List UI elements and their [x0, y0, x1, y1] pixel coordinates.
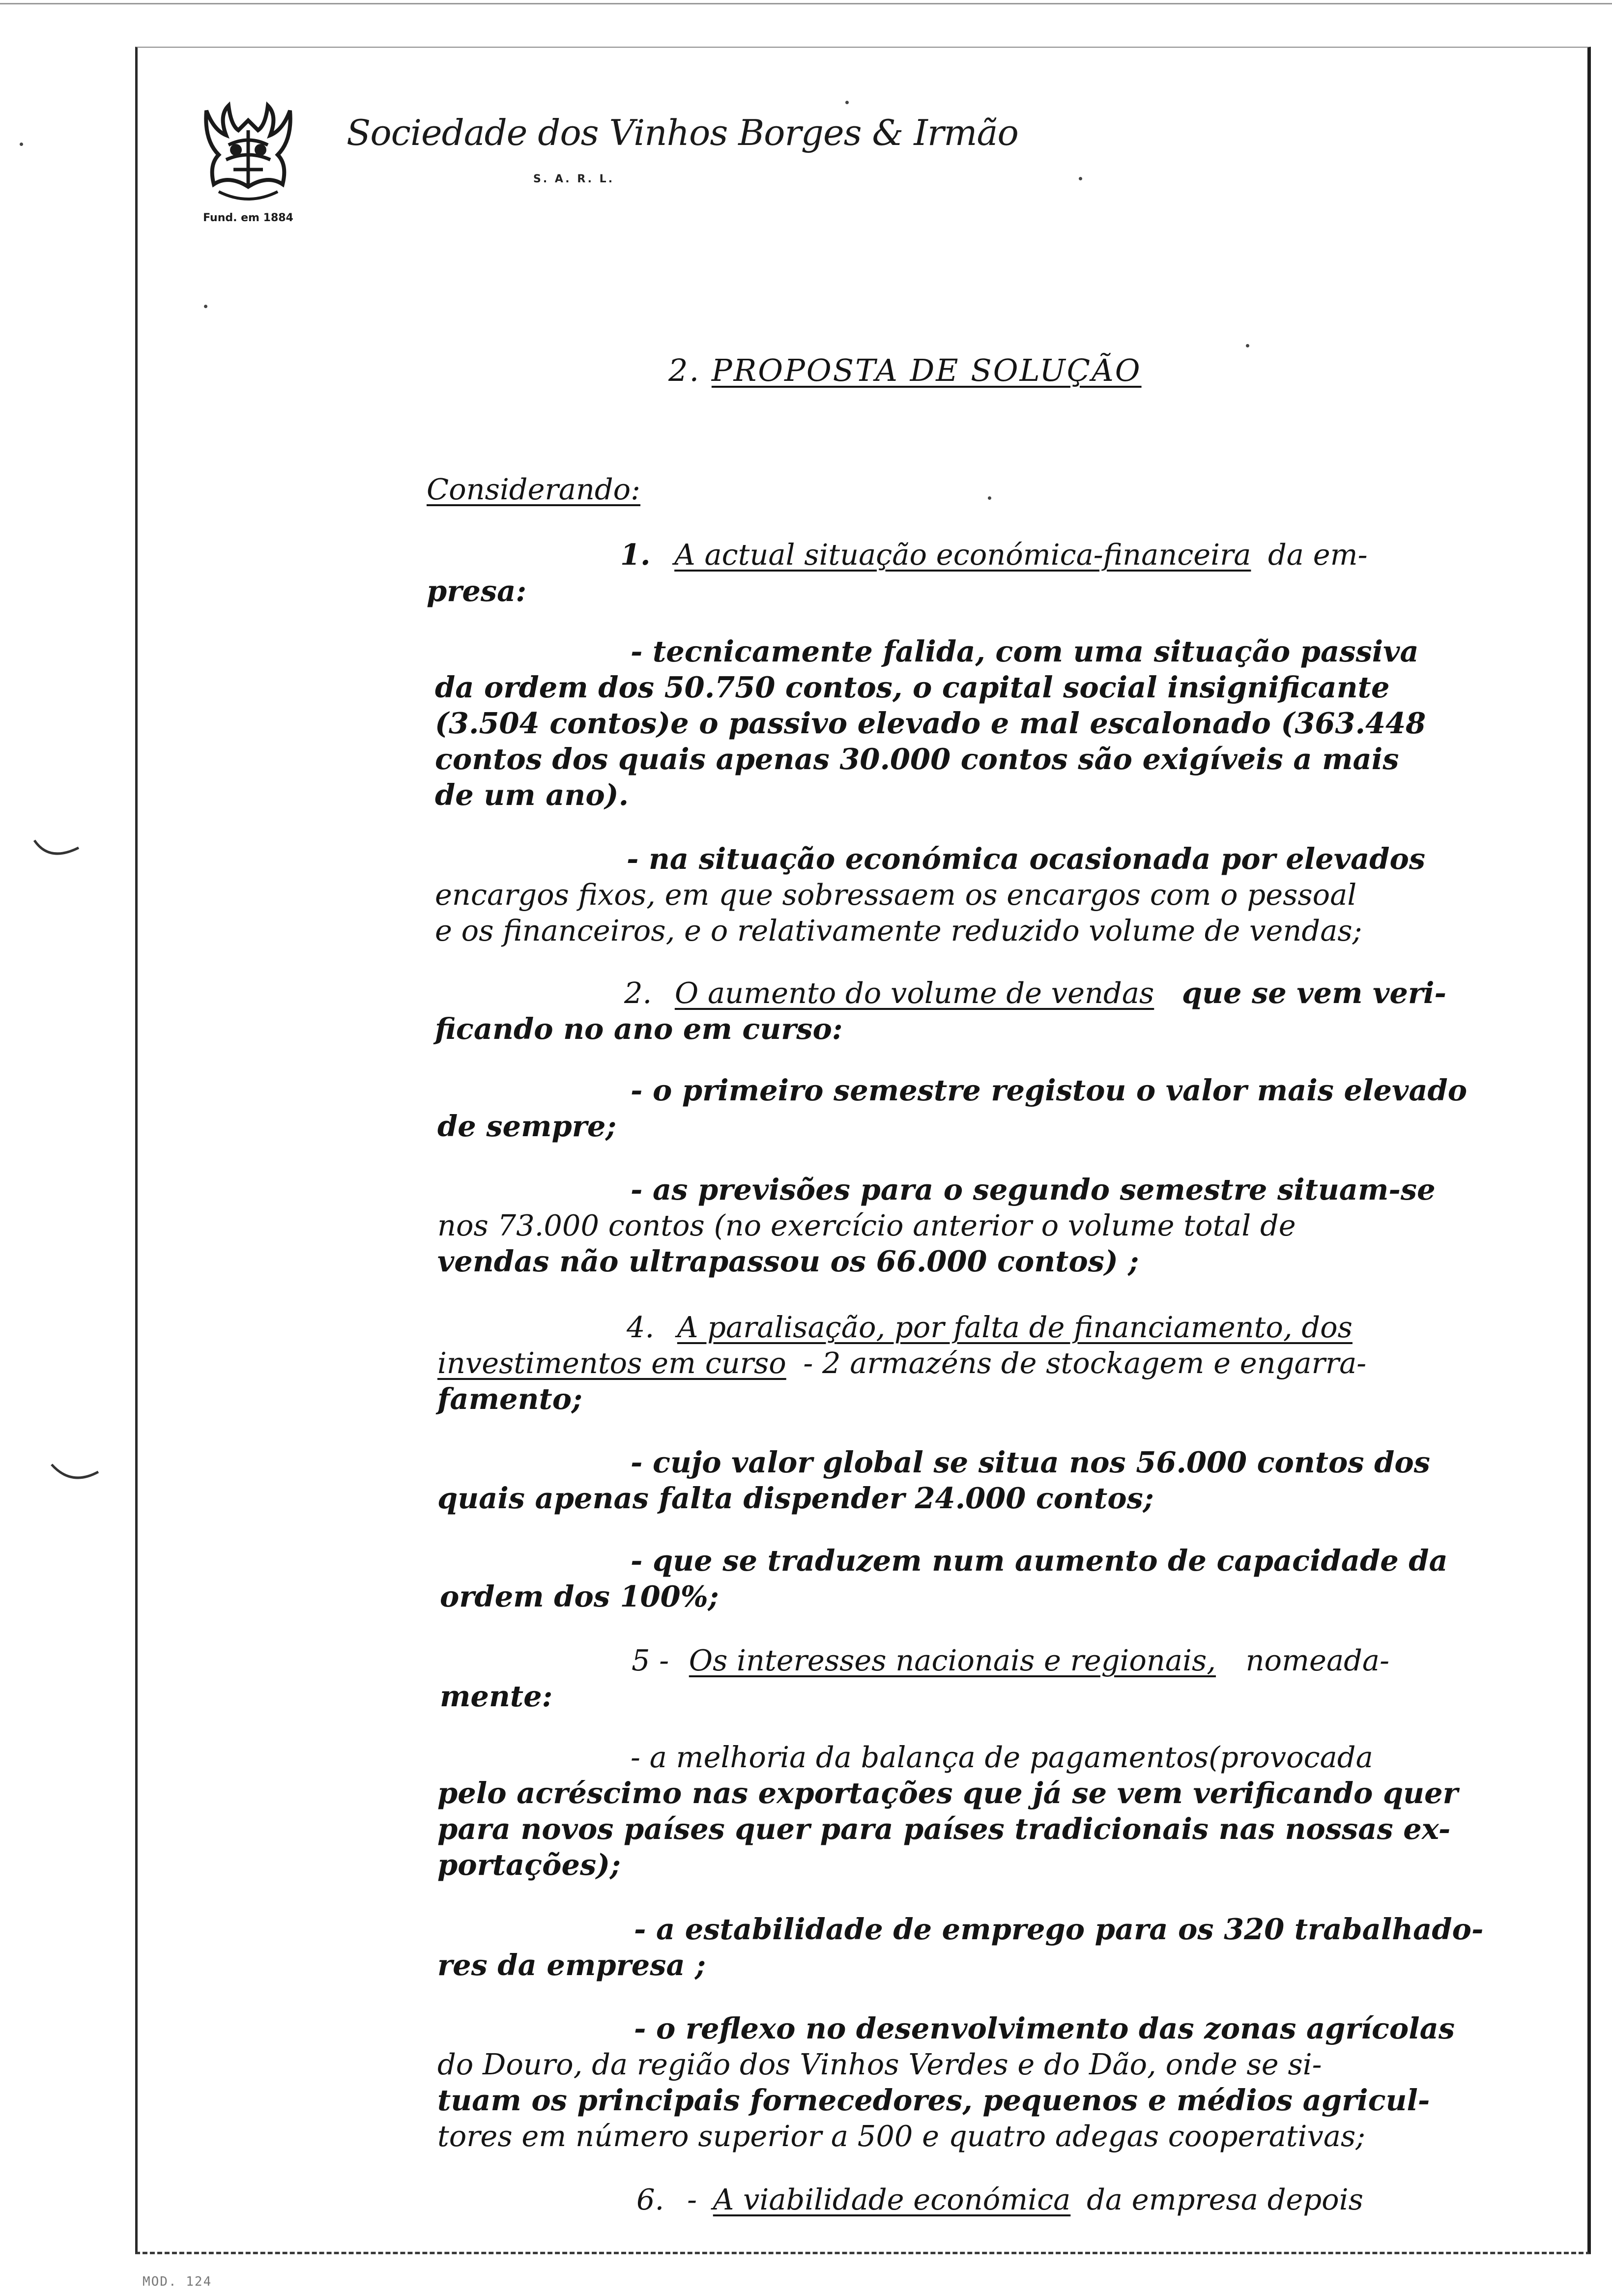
scan-speck [204, 305, 207, 308]
item-continuation: - 2 armazéns de stockagem e engarra- [803, 1346, 1367, 1380]
text-line: da ordem dos 50.750 contos, o capital social insignificante [435, 670, 1390, 704]
item-heading: A actual situação económica-financeira [674, 538, 1251, 572]
text-line: de sempre; [437, 1109, 617, 1143]
item-continuation: da em- [1268, 538, 1368, 572]
text-line: - na situação económica ocasionada por elevados [627, 842, 1426, 876]
company-name: Sociedade dos Vinhos Borges & Irmão [346, 112, 1018, 153]
text-line: tuam os principais fornecedores, pequenos e médios agricul- [437, 2083, 1430, 2117]
item-continuation: que se vem veri- [1181, 976, 1446, 1010]
text-line: portações); [437, 1848, 621, 1882]
item-4-line-2 [437, 1346, 1366, 1381]
crest-logo-icon [199, 101, 297, 229]
margin-mark [20, 835, 98, 865]
text-line: contos dos quais apenas 30.000 contos são exigíveis a mais [435, 742, 1399, 776]
item-dash: - [687, 2182, 697, 2216]
margin-mark [47, 1455, 106, 1489]
text-line: presa: [427, 574, 527, 608]
item-6 [636, 2182, 1363, 2217]
item-5 [632, 1643, 1389, 1678]
item-continuation: nomeada- [1245, 1643, 1389, 1677]
scan-speck [20, 143, 23, 146]
top-edge-line [0, 3, 1612, 4]
logo-founded-text: Fund. em 1884 [203, 212, 293, 224]
text-line: (3.504 contos)e o passivo elevado e mal escalonado (363.448 [435, 706, 1426, 740]
text-line: tores em número superior a 500 e quatro adegas cooperativas; [437, 2119, 1366, 2153]
item-1 [620, 537, 1368, 573]
text-line: ficando no ano em curso: [435, 1012, 843, 1046]
section-number: 2. [668, 352, 701, 388]
text-line: do Douro, da região dos Vinhos Verdes e do Dão, onde se si- [437, 2047, 1322, 2081]
text-line: famento; [437, 1382, 582, 1416]
section-title: PROPOSTA DE SOLUÇÃO [711, 352, 1142, 388]
item-heading: A viabilidade económica [713, 2182, 1071, 2216]
text-line: ordem dos 100%; [440, 1579, 719, 1613]
item-4 [627, 1310, 1353, 1345]
scan-speck [1079, 177, 1082, 180]
text-line: - tecnicamente falida, com uma situação passiva [631, 634, 1419, 668]
text-line: - a estabilidade de emprego para os 320 trabalhado- [634, 1912, 1484, 1946]
text-line: - o primeiro semestre registou o valor mais elevado [631, 1073, 1468, 1107]
text-line: pelo acréscimo nas exportações que já se vem verificando quer [437, 1776, 1458, 1810]
text-line: de um ano). [435, 778, 629, 812]
section-heading [668, 353, 1142, 388]
item-number: 5 - [632, 1643, 669, 1677]
text-line: para novos países quer para países tradicionais nas nossas ex- [437, 1812, 1451, 1846]
text-line: res da empresa ; [437, 1948, 706, 1982]
text-line: - o reflexo no desenvolvimento das zonas agrícolas [634, 2011, 1455, 2045]
form-code: MOD. 124 [143, 2274, 212, 2289]
text-line: - cujo valor global se situa nos 56.000 contos dos [631, 1445, 1430, 1479]
item-number: 4. [627, 1310, 655, 1344]
text-line: e os financeiros, e o relativamente reduzido volume de vendas; [435, 914, 1362, 947]
intro-considerando: Considerando: [427, 472, 641, 506]
item-continuation: da empresa depois [1087, 2182, 1363, 2216]
text-line: nos 73.000 contos (no exercício anterior o volume total de [437, 1208, 1296, 1242]
text-line: mente: [440, 1679, 553, 1713]
item-heading: O aumento do volume de vendas [674, 976, 1154, 1010]
item-number: 6. [636, 2182, 664, 2216]
text-line: quais apenas falta dispender 24.000 contos; [437, 1481, 1154, 1515]
legal-form: S. A. R. L. [533, 173, 615, 185]
item-number: 1. [620, 538, 651, 572]
text-line: - que se traduzem num aumento de capacidade da [631, 1544, 1448, 1578]
scan-speck [1246, 344, 1249, 347]
item-heading: A paralisação, por falta de financiamento, dos [677, 1310, 1353, 1344]
item-heading: Os interesses nacionais e regionais, [689, 1643, 1216, 1677]
item-heading: investimentos em curso [437, 1346, 786, 1380]
text-line: - a melhoria da balança de pagamentos(provocada [631, 1740, 1373, 1774]
text-line: vendas não ultrapassou os 66.000 contos) ; [437, 1244, 1139, 1278]
scan-speck [845, 101, 849, 104]
text-line: encargos fixos, em que sobressaem os encargos com o pessoal [435, 878, 1357, 912]
item-number: 2. [624, 976, 652, 1010]
text-line: - as previsões para o segundo semestre situam-se [631, 1173, 1436, 1206]
item-2 [624, 976, 1446, 1011]
scan-speck [988, 496, 991, 500]
